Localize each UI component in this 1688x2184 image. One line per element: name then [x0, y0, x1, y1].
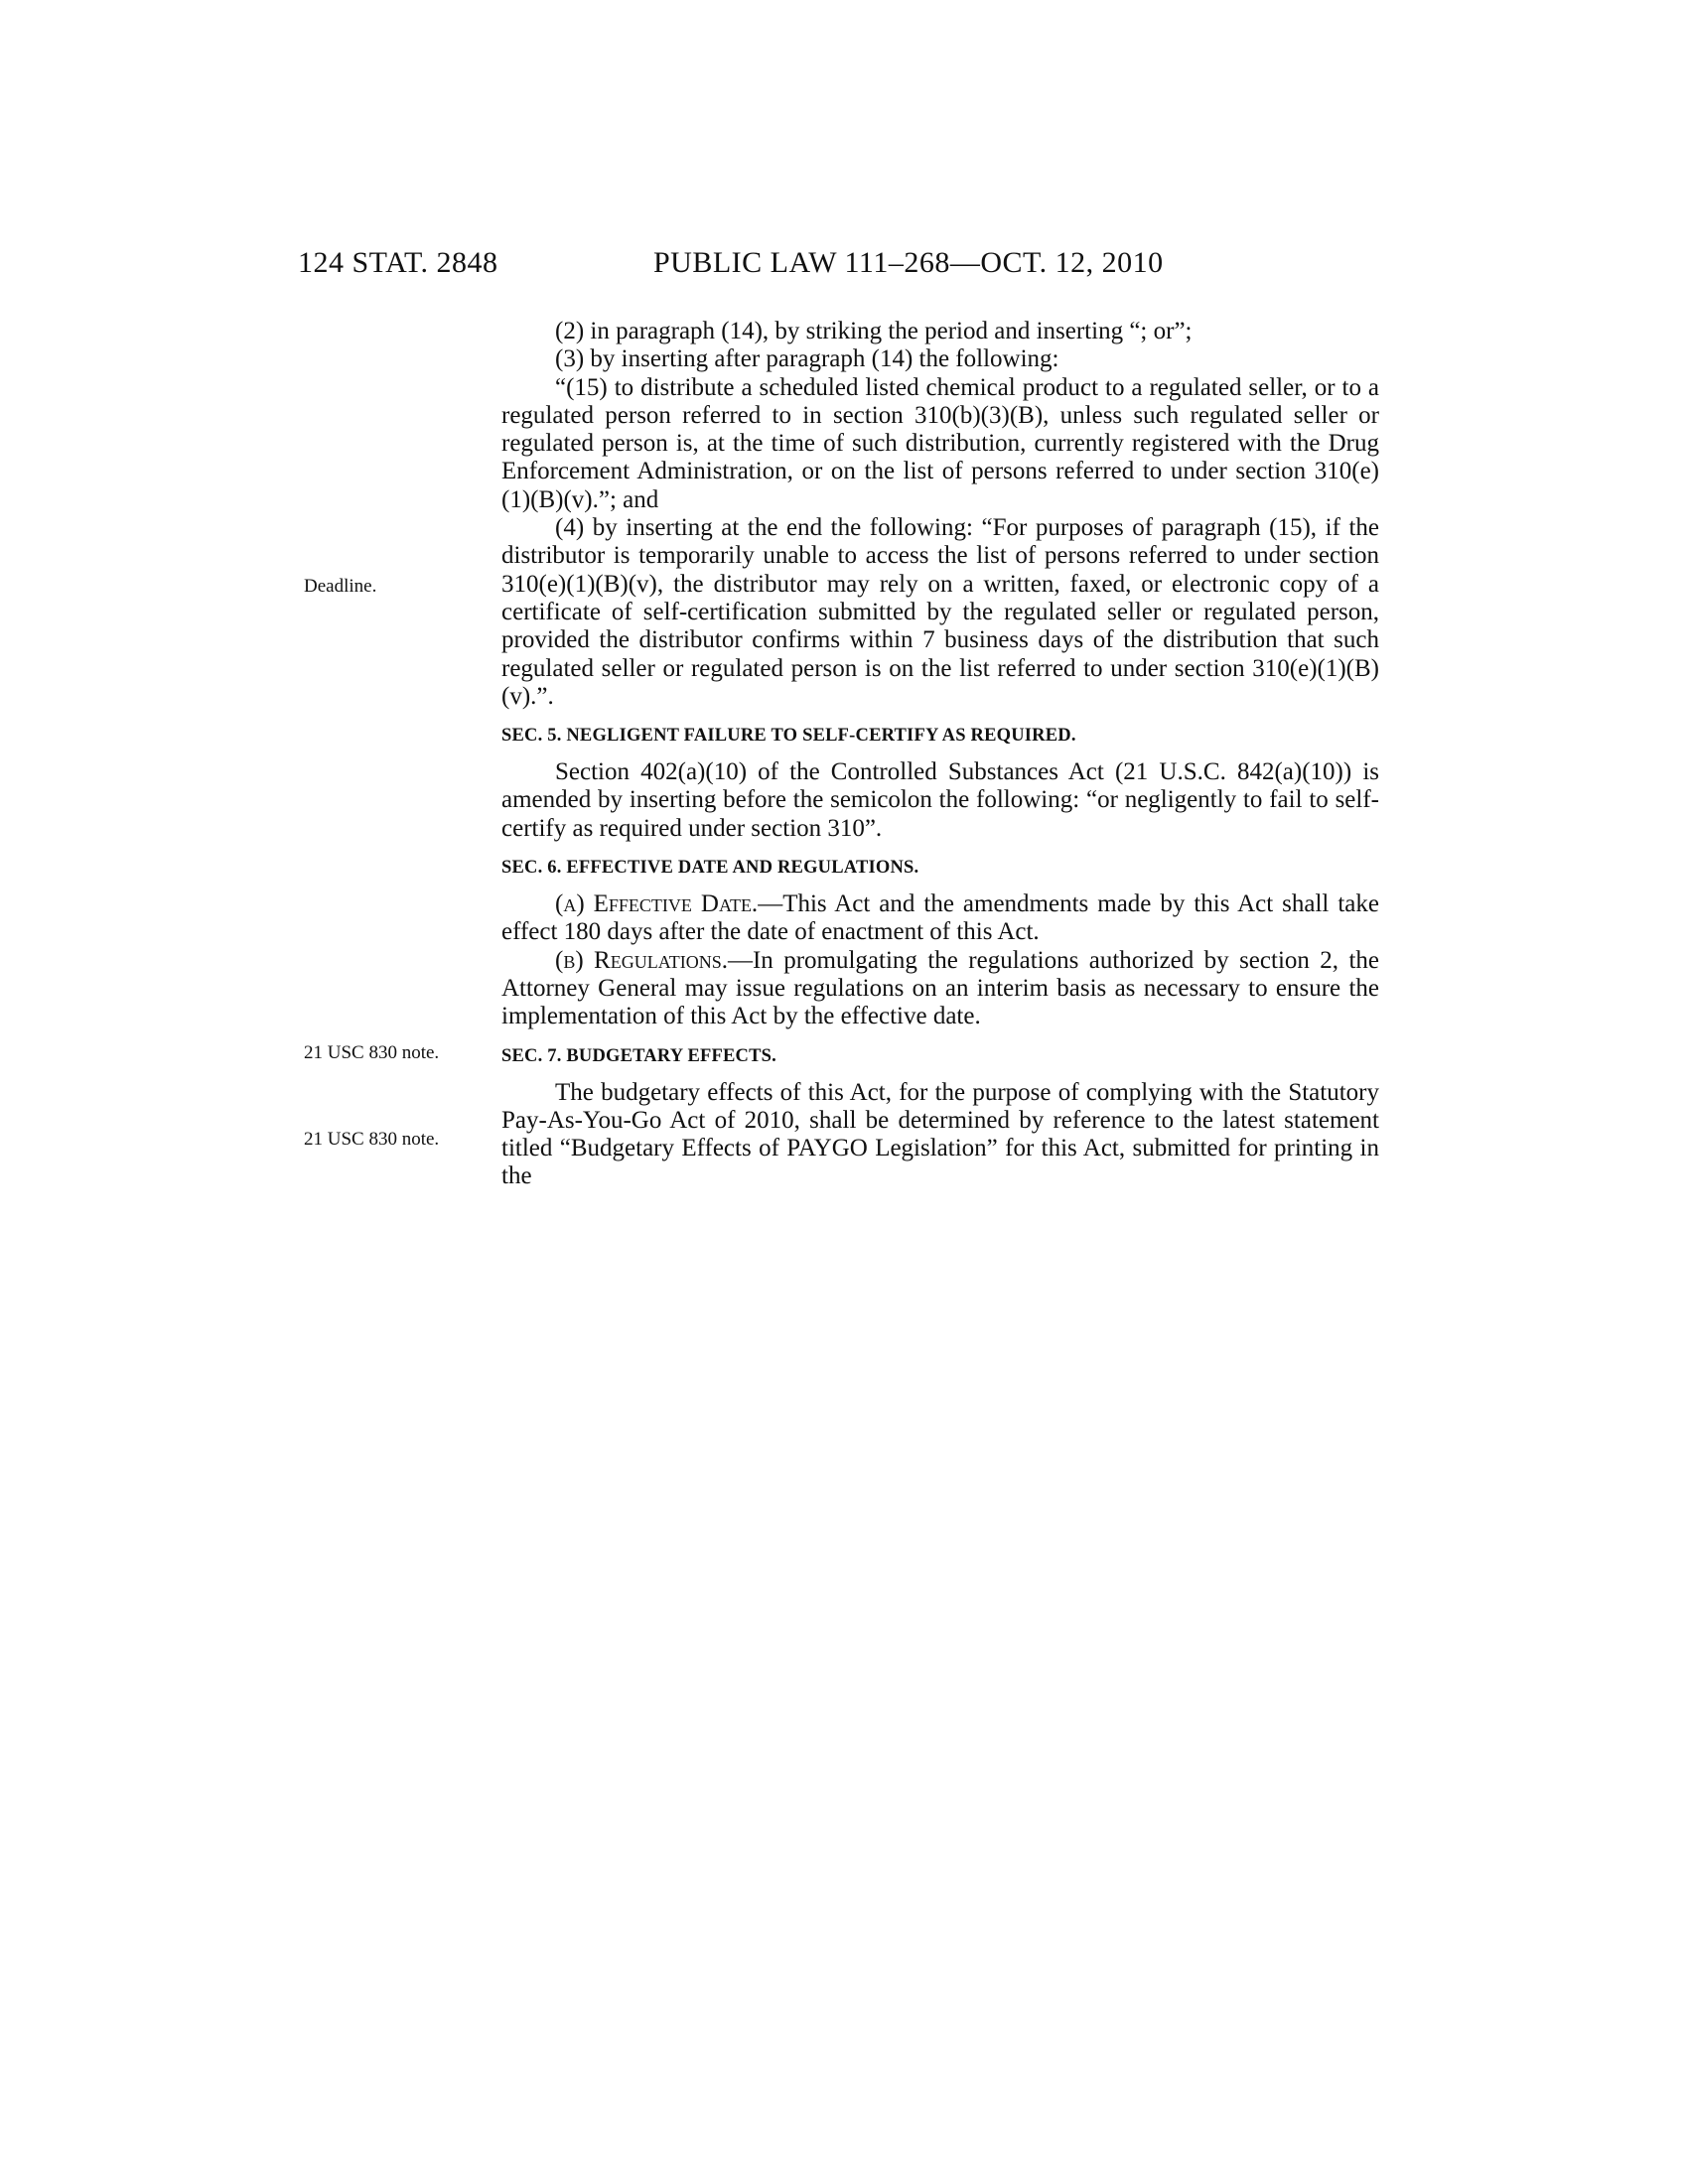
section-5-heading: SEC. 5. NEGLIGENT FAILURE TO SELF-CERTIFY AS REQUIRED. [501, 726, 1076, 747]
section-7-text: The budgetary effects of this Act, for the purpose of complying with the Statutory Pay-As-You-Go Act of 2010, shall be determined by reference to the latest statement titled “Budgetary Effects of PAYGO Legislation” for this Act, submitted for printing in the [501, 1078, 1379, 1190]
paragraph-2: (2) in paragraph (14), by striking the period and inserting “; or”; [555, 318, 1193, 344]
running-head: PUBLIC LAW 111–268—OCT. 12, 2010 [653, 246, 1164, 279]
margin-note-deadline: Deadline. [304, 576, 377, 597]
section-6b-label: (b) Regulations. [555, 946, 728, 974]
section-6b [501, 947, 1379, 1031]
paragraph-3: (3) by inserting after paragraph (14) the following: [555, 345, 1059, 373]
section-6a-text: —This Act and the amendments made by this Act shall take effect 180 days after the date of enactment of this Act. [501, 890, 1379, 946]
margin-note-usc-a: 21 USC 830 note. [304, 1042, 440, 1063]
section-6a-label: (a) Effective Date. [555, 890, 759, 918]
section-6-heading: SEC. 6. EFFECTIVE DATE AND REGULATIONS. [501, 858, 919, 879]
body-text [501, 318, 1379, 1191]
page-header [298, 246, 1211, 286]
statute-citation: 124 STAT. 2848 [298, 246, 498, 279]
paragraph-4: (4) by inserting at the end the following: “For purposes of paragraph (15), if the distributor is temporarily unable to access the list of persons referred to under section 310(e)(1)(B)(v), the distributor may rely on a written, faxed, or electronic copy of a certificate of self-certification submitted by the regulated seller or regulated person, provided the distributor confirms within 7 business days of the distribution that such regulated seller or regulated person is on the list referred to under section 310(e)(1)(B)(v).”. [501, 514, 1379, 710]
section-5-text: Section 402(a)(10) of the Controlled Substances Act (21 U.S.C. 842(a)(10)) is amended by inserting before the semicolon the following: “or negligently to fail to self-certify as required under section 310”. [501, 758, 1379, 842]
section-6b-text: —In promulgating the regulations authorized by section 2, the Attorney General may issue regulations on an interim basis as necessary to ensure the implementation of this Act by the effective date. [501, 946, 1379, 1030]
section-7-heading: SEC. 7. BUDGETARY EFFECTS. [501, 1045, 776, 1066]
section-6a [501, 890, 1379, 947]
margin-note-usc-b: 21 USC 830 note. [304, 1129, 440, 1150]
paragraph-15: “(15) to distribute a scheduled listed chemical product to a regulated seller, or to a regulated person referred to in section 310(b)(3)(B), unless such regulated seller or regulated person is, at the time of such distribution, currently registered with the Drug Enforcement Administration, or on the list of persons referred to under section 310(e)(1)(B)(v).”; and [501, 373, 1379, 513]
